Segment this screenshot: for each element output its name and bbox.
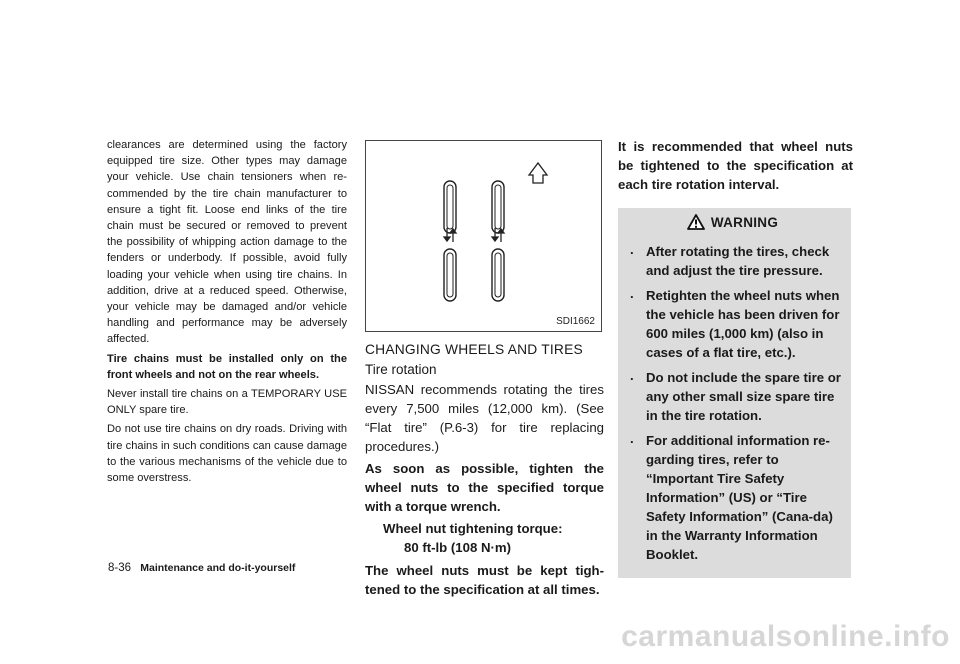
swap-arrows-left-icon	[444, 228, 456, 242]
warning-item: . For additional information re-garding tires, refer to “Important Tire Safety Information” (US) or “Tire Safety Information” (Cana-da) in the Warranty Information Booklet.	[624, 431, 841, 564]
tire-rotation-diagram	[366, 141, 601, 331]
section-heading: CHANGING WHEELS AND TIRES	[365, 342, 583, 357]
front-wheels-note: Tire chains must be installed only on the front wheels and not on the rear wheels.	[107, 352, 347, 381]
warning-item: . After rotating the tires, check and adjust the tire pressure.	[624, 242, 841, 280]
forward-arrow-icon	[529, 163, 547, 183]
recommendation-paragraph: It is recommended that wheel nuts be tightened to the specification at each tire rotation interval.	[618, 139, 853, 192]
right-column	[618, 137, 853, 578]
front-left-tire	[444, 181, 456, 233]
rear-left-tire	[444, 249, 456, 301]
chain-paragraph: clearances are determined using the factory equipped tire size. Other types may damage your vehicle. Use chain tensioners when re-commended by the tire chain manufacturer to ensure a tight fit. Loose end links of the tire chain must be secured or removed to prevent the possibility of whipping action damage to the fenders or underbody. If possible, avoid fully loading your vehicle when using tire chains. In addition, drive at a reduced speed. Otherwise, your vehicle may be damaged and/or vehicle handling and performance may be adversely affected.	[107, 139, 347, 346]
front-right-tire	[492, 181, 504, 233]
warning-item: . Retighten the wheel nuts when the vehicle has been driven for 600 miles (1,000 km) (also in cases of a flat tire, etc.).	[624, 286, 841, 362]
kept-tightened-paragraph: The wheel nuts must be kept tigh-tened to the specification at all times.	[365, 563, 604, 597]
dry-roads-note: Do not use tire chains on dry roads. Driving with tire chains in such conditions can cause damage to the various mechanisms of the vehicle due to some overstress.	[107, 423, 347, 485]
spare-tire-note: Never install tire chains on a TEMPORARY USE ONLY spare tire.	[107, 388, 347, 417]
warning-box	[618, 208, 851, 578]
page-footer	[108, 562, 295, 574]
tighten-paragraph: As soon as possible, tighten the wheel nuts to the specified torque with a torque wrench.	[365, 461, 604, 514]
rotation-paragraph: NISSAN recommends rotating the tires every 7,500 miles (12,000 km). (See “Flat tire” (P.6-3) for tire replacing procedures.)	[365, 382, 604, 454]
left-column	[107, 137, 347, 489]
middle-column	[365, 342, 604, 602]
section-name: Maintenance and do-it-yourself	[140, 562, 296, 574]
figure-id: SDI1662	[556, 316, 595, 327]
torque-spec	[365, 519, 604, 557]
swap-arrows-right-icon	[492, 228, 504, 242]
subsection-heading: Tire rotation	[365, 362, 437, 377]
warning-title: WARNING	[710, 215, 779, 230]
warning-header	[624, 214, 841, 230]
page-number: 8-36	[108, 562, 132, 574]
warning-triangle-icon	[687, 214, 705, 230]
warning-list	[624, 242, 841, 564]
rear-right-tire	[492, 249, 504, 301]
warning-item: . Do not include the spare tire or any other small size spare tire in the tire rotation.	[624, 368, 841, 425]
watermark: carmanualsonline.info	[621, 620, 950, 653]
tire-rotation-figure	[365, 140, 602, 332]
torque-value: 80 ft-lb (108 N·m)	[404, 540, 511, 555]
torque-label: Wheel nut tightening torque:	[383, 521, 563, 536]
